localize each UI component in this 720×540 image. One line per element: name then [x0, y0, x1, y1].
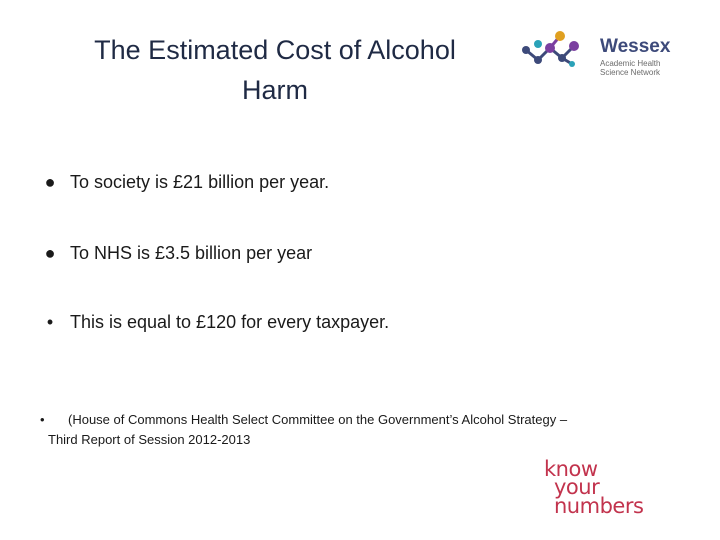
bullet-text: This is equal to £120 for every taxpayer. [70, 312, 390, 332]
wessex-logo [520, 24, 680, 84]
bullet-marker: • [46, 312, 54, 332]
kyn-line-1: know [544, 457, 598, 481]
reference-note [40, 410, 660, 450]
wessex-sub-line-1: Academic Health [600, 59, 661, 68]
wessex-network-icon [520, 24, 600, 84]
bullet-marker: ● [44, 243, 56, 263]
wessex-subtitle [600, 59, 660, 77]
bullet-text: To society is £21 billion per year. [70, 172, 330, 192]
kyn-line-3: numbers [554, 494, 644, 518]
wessex-name: Wessex [600, 36, 671, 57]
reference-line-2: Third Report of Session 2012-2013 [48, 432, 251, 447]
slide-title [60, 30, 490, 110]
bullet-text: To NHS is £3.5 billion per year [70, 243, 313, 263]
bullet-marker: ● [44, 172, 56, 192]
know-your-numbers-wordmark [540, 456, 690, 520]
title-line-2: Harm [242, 75, 308, 105]
reference-line-1: (House of Commons Health Select Committee on the Government’s Alcohol Strategy – [68, 412, 568, 427]
know-your-numbers-logo [540, 456, 690, 520]
reference-marker: • [40, 412, 45, 427]
wessex-sub-line-2: Science Network [600, 68, 661, 77]
kyn-line-2: your [554, 475, 600, 499]
title-line-1: The Estimated Cost of Alcohol [94, 35, 456, 65]
